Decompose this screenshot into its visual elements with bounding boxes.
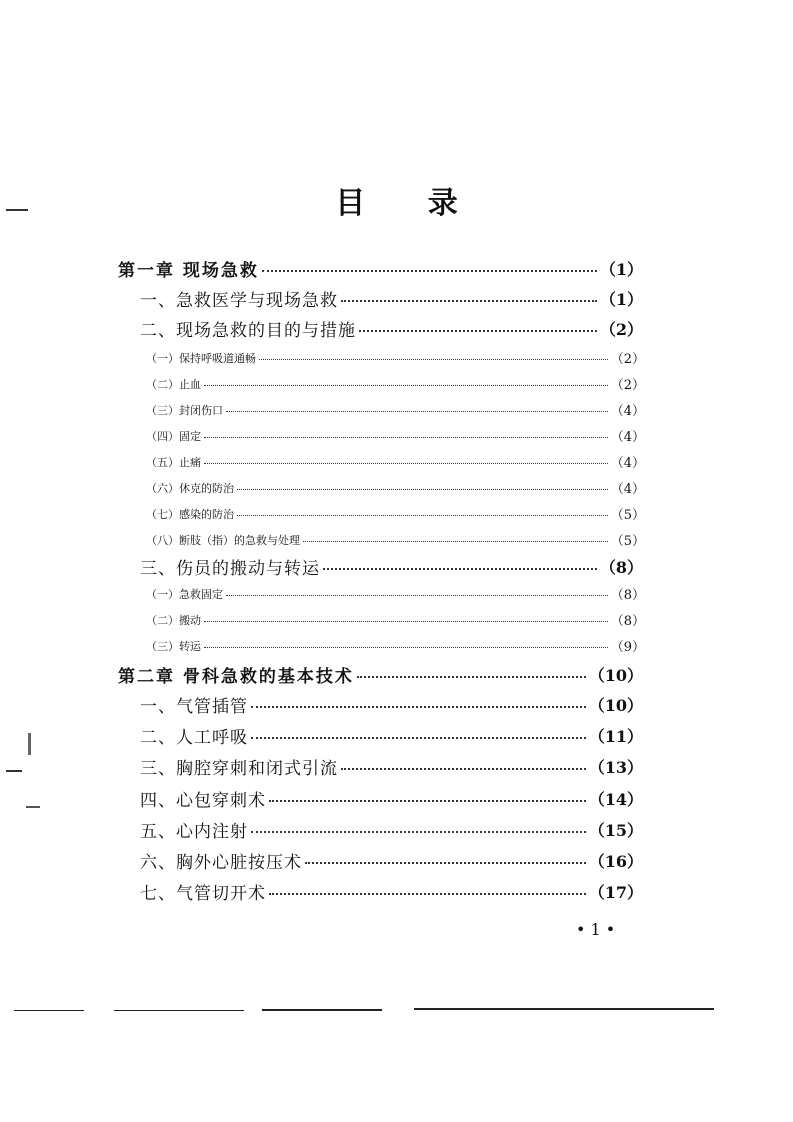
toc-entry-page: （8） — [599, 558, 643, 577]
toc-entry-subsection[interactable] — [146, 426, 645, 445]
toc-entry-label: （五）止痛 — [146, 455, 201, 469]
dot-leader — [251, 706, 586, 708]
dot-leader — [323, 568, 597, 570]
toc-entry-label: 六、胸外心脏按压术 — [140, 853, 302, 873]
toc-entry-page: （10） — [588, 696, 643, 715]
toc-entry-subsection[interactable] — [146, 374, 645, 393]
dot-leader — [269, 800, 586, 802]
toc-entry-label: （四）固定 — [146, 429, 201, 443]
toc-entry-label: 一、急救医学与现场急救 — [140, 291, 338, 311]
scan-line — [414, 1008, 714, 1010]
toc-entry-page: （10） — [588, 666, 643, 685]
toc-entry-page: （4） — [610, 404, 645, 419]
toc-entry-chapter-2[interactable] — [118, 662, 643, 687]
toc-entry-subsection[interactable] — [146, 584, 645, 603]
toc-entry-page: （4） — [610, 430, 645, 445]
dot-leader — [204, 385, 608, 386]
dot-leader — [204, 647, 608, 648]
toc-entry-section[interactable] — [140, 817, 643, 842]
dot-leader — [204, 437, 608, 438]
toc-entry-page: （15） — [588, 821, 643, 840]
toc-entry-section[interactable] — [140, 754, 643, 779]
toc-entry-label: 一、气管插管 — [140, 697, 248, 717]
toc-entry-page: （2） — [610, 352, 645, 367]
toc-entry-label: 五、心内注射 — [140, 822, 248, 842]
toc-entry-section[interactable] — [140, 723, 643, 748]
toc-entry-label: （八）断肢（指）的急救与处理 — [146, 533, 300, 547]
dot-leader — [204, 463, 608, 464]
toc-entry-label: 三、伤员的搬动与转运 — [140, 559, 320, 579]
scan-line — [114, 1010, 244, 1011]
toc-entry-page: （17） — [588, 883, 643, 902]
toc-entry-subsection[interactable] — [146, 478, 645, 497]
dot-leader — [226, 595, 608, 596]
scan-line — [262, 1009, 382, 1011]
toc-entry-section[interactable] — [140, 286, 643, 311]
toc-entry-label: 第二章 骨科急救的基本技术 — [118, 667, 354, 687]
toc-entry-label: 二、人工呼吸 — [140, 728, 248, 748]
dot-leader — [341, 300, 597, 302]
toc-entry-label: （一）急救固定 — [146, 587, 223, 601]
toc-entry-page: （1） — [599, 260, 643, 279]
scan-mark — [6, 209, 28, 211]
toc-entry-subsection[interactable] — [146, 610, 645, 629]
toc-entry-page: （9） — [610, 640, 645, 655]
toc-entry-page: （8） — [610, 614, 645, 629]
dot-leader — [262, 270, 597, 272]
toc-entry-subsection[interactable] — [146, 400, 645, 419]
toc-entry-label: 第一章 现场急救 — [118, 261, 259, 281]
toc-entry-section[interactable] — [140, 692, 643, 717]
dot-leader — [237, 515, 608, 516]
dot-leader — [251, 831, 586, 833]
toc-entry-subsection[interactable] — [146, 636, 645, 655]
scan-line — [14, 1010, 84, 1011]
dot-leader — [269, 893, 586, 895]
toc-entry-section[interactable] — [140, 848, 643, 873]
toc-entry-label: （一）保持呼吸道通畅 — [146, 351, 256, 365]
scan-mark — [26, 806, 40, 808]
toc-entry-page: （16） — [588, 852, 643, 871]
toc-entry-label: 四、心包穿刺术 — [140, 791, 266, 811]
toc-entry-page: （11） — [588, 727, 643, 746]
toc-entry-page: （4） — [610, 456, 645, 471]
scan-mark — [6, 770, 22, 772]
toc-entry-subsection[interactable] — [146, 530, 645, 549]
toc-entry-subsection[interactable] — [146, 452, 645, 471]
page-title: 目 录 — [335, 186, 484, 221]
toc-entry-page: （5） — [610, 534, 645, 549]
toc-entry-page: （4） — [610, 482, 645, 497]
toc-entry-label: 二、现场急救的目的与措施 — [140, 321, 356, 341]
toc-entry-label: （六）休克的防治 — [146, 481, 234, 495]
dot-leader — [359, 330, 597, 332]
scan-mark — [28, 733, 31, 755]
toc-entry-page: （8） — [610, 588, 645, 603]
toc-entry-label: （二）搬动 — [146, 613, 201, 627]
toc-entry-subsection[interactable] — [146, 504, 645, 523]
dot-leader — [204, 621, 608, 622]
toc-entry-page: （14） — [588, 790, 643, 809]
toc-entry-page: （2） — [599, 320, 643, 339]
toc-entry-page: （13） — [588, 758, 643, 777]
toc-entry-label: （二）止血 — [146, 377, 201, 391]
toc-entry-label: 七、气管切开术 — [140, 884, 266, 904]
toc-entry-label: （三）转运 — [146, 639, 201, 653]
page-number: • 1 • — [576, 920, 616, 939]
toc-entry-section[interactable] — [140, 554, 643, 579]
toc-entry-section[interactable] — [140, 316, 643, 341]
toc-entry-page: （5） — [610, 508, 645, 523]
toc-entry-page: （1） — [599, 290, 643, 309]
dot-leader — [259, 359, 608, 360]
dot-leader — [357, 676, 586, 678]
toc-entry-section[interactable] — [140, 879, 643, 904]
toc-entry-chapter-1[interactable] — [118, 256, 643, 281]
toc-entry-page: （2） — [610, 378, 645, 393]
dot-leader — [237, 489, 608, 490]
toc-entry-label: （三）封闭伤口 — [146, 403, 223, 417]
toc-entry-subsection[interactable] — [146, 348, 645, 367]
dot-leader — [226, 411, 608, 412]
dot-leader — [251, 737, 586, 739]
dot-leader — [303, 541, 608, 542]
dot-leader — [305, 862, 586, 864]
toc-entry-label: 三、胸腔穿刺和闭式引流 — [140, 759, 338, 779]
dot-leader — [341, 768, 586, 770]
toc-entry-section[interactable] — [140, 786, 643, 811]
toc-entry-label: （七）感染的防治 — [146, 507, 234, 521]
